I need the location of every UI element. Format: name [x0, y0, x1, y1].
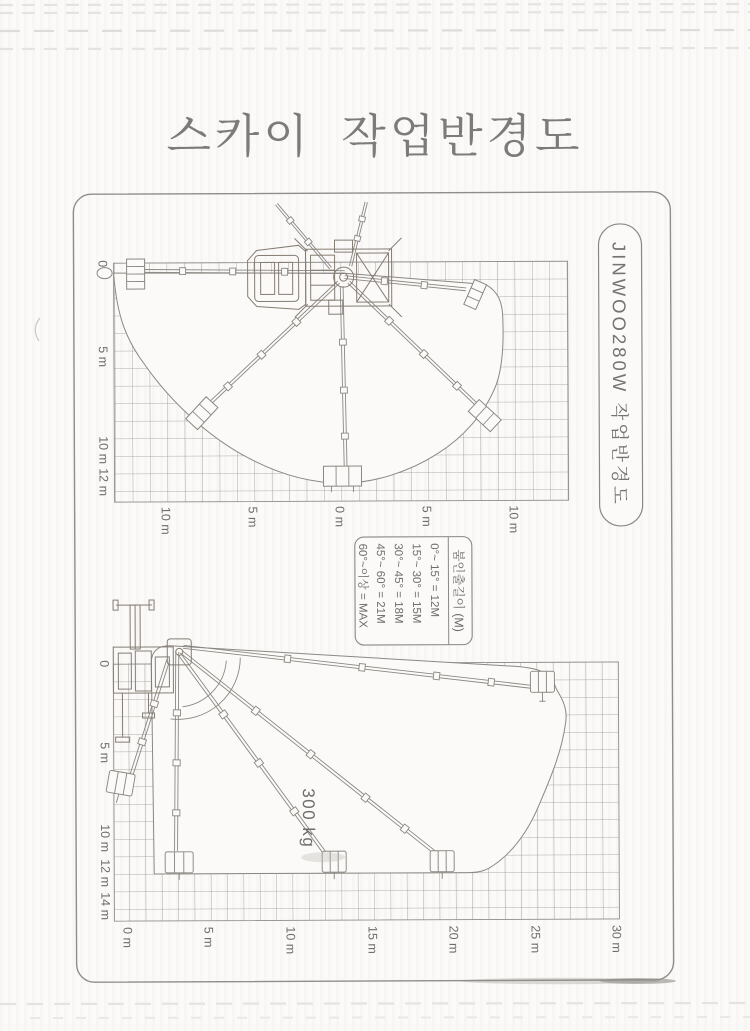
- bottom-y-tick: 5 m: [97, 742, 112, 764]
- bottom-x-tick: 20 m: [446, 925, 461, 954]
- bottom-y-tick: 0: [97, 660, 112, 668]
- model-badge: [598, 224, 642, 526]
- bottom-x-tick: 25 m: [528, 925, 543, 954]
- bottom-x-tick: 30 m: [609, 924, 624, 953]
- scan-noise-top: [0, 4, 750, 49]
- bottom-chart-work-envelope: [151, 644, 567, 874]
- top-x-tick: 10 m: [158, 506, 173, 535]
- legend-row: 30°~ 45° = 18M: [391, 543, 405, 624]
- load-capacity-label: 300 kg: [298, 788, 319, 849]
- legend-row: 15°~ 30° = 15M: [409, 543, 423, 624]
- model-badge-label: JINWOO280W 작업반경도: [608, 241, 631, 507]
- bottom-chart-x-axis: [120, 925, 623, 955]
- boom-up-left: [274, 202, 333, 270]
- boom-up-right: [348, 201, 370, 267]
- legend-row: 0°~ 15° = 12M: [427, 543, 441, 618]
- bottom-x-tick: 0 m: [120, 927, 135, 948]
- top-x-tick: 5 m: [245, 506, 260, 528]
- top-chart: [95, 200, 568, 535]
- legend-row: 45°~ 60° = 21M: [373, 543, 387, 624]
- bottom-y-tick: 14 m: [98, 892, 113, 921]
- bottom-chart: [97, 598, 624, 955]
- basket-left: [127, 259, 145, 289]
- top-y-tick: 5 m: [95, 346, 111, 368]
- scan-speck: [35, 318, 40, 341]
- legend-row: 60°~이상 = MAX: [356, 543, 369, 628]
- top-y-tick: 12 m: [96, 468, 111, 497]
- top-chart-x-axis: [159, 505, 521, 534]
- bottom-y-tick: 12 m: [98, 859, 113, 888]
- bottom-x-tick: 10 m: [283, 926, 298, 955]
- page-title: 스카이 작업반경도: [166, 111, 584, 162]
- top-y-tick: 0: [95, 260, 110, 268]
- boom-length-legend: [355, 537, 472, 646]
- bottom-x-tick: 15 m: [365, 925, 380, 954]
- basket-left-pad: [97, 268, 112, 279]
- top-chart-y-axis: [96, 260, 111, 496]
- top-x-tick: 10 m: [506, 505, 521, 534]
- bottom-y-tick: 10 m: [98, 824, 113, 853]
- scan-noise-bottom: [0, 978, 750, 1018]
- legend-title: 붐인출길이 (M): [451, 549, 466, 632]
- top-x-tick: 5 m: [419, 505, 434, 527]
- top-y-tick: 10 m: [96, 436, 111, 465]
- bottom-x-tick: 5 m: [201, 926, 216, 948]
- top-x-tick: 0 m: [332, 506, 347, 528]
